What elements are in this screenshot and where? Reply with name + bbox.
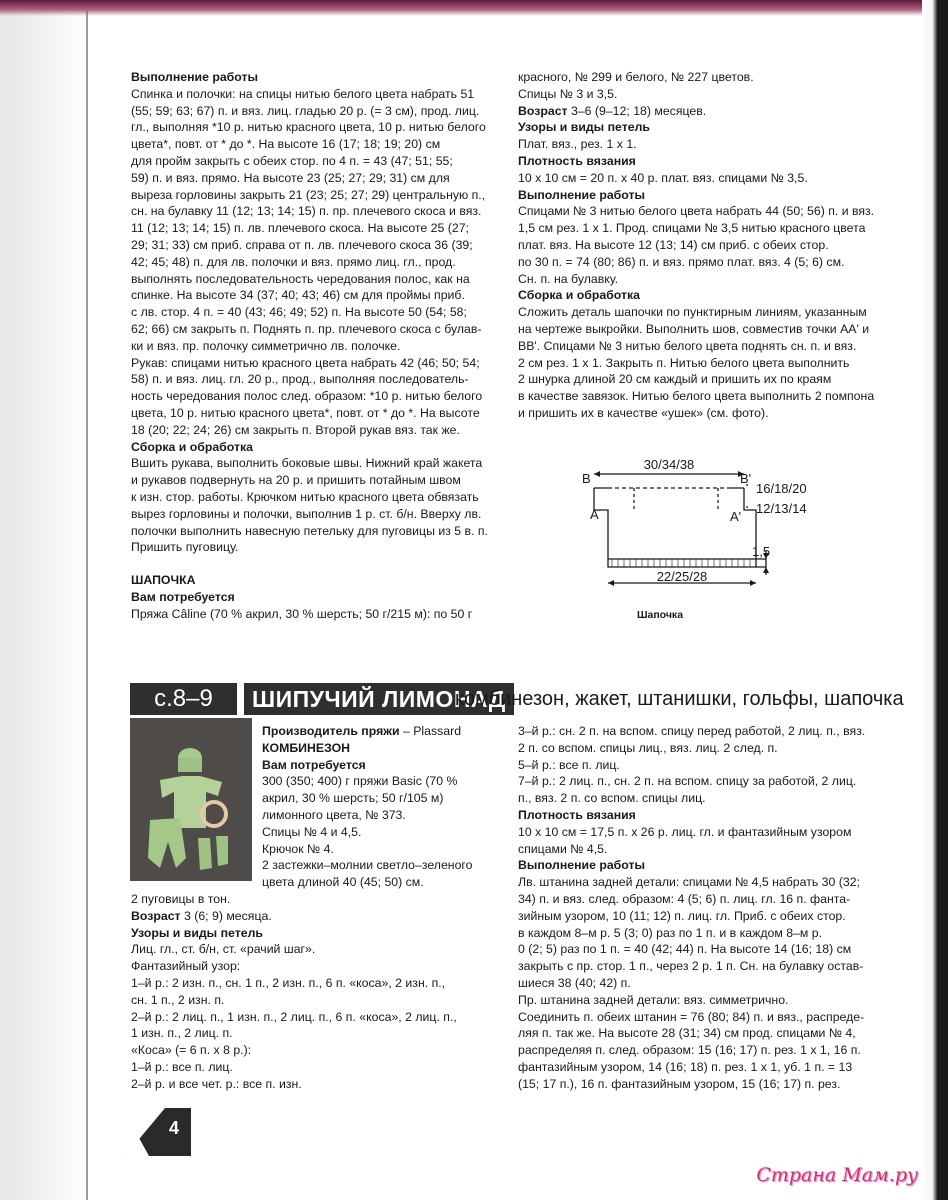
text-line: 7–й р.: 2 лиц. п., сн. 2 п. на вспом. спицу за работой, 2 лиц. <box>518 774 857 789</box>
maker-line <box>262 723 502 740</box>
text-line: 10 х 10 см = 17,5 п. х 26 р. лиц. гл. и фантазийным узором <box>518 824 852 839</box>
section-overall: КОМБИНЕЗОН <box>262 740 351 755</box>
text-line: для пройм закрыть с обеих стор. по 4 п. = 43 (47; 51; 55; <box>131 153 453 168</box>
right-ticks <box>746 485 748 507</box>
text-line: 2 шнурка длиной 20 см каждый и пришить их по краям <box>518 372 832 387</box>
text-line: 18 (20; 22; 24; 26) см закрыть п. Второй рукав вяз. так же. <box>131 422 460 437</box>
text-line: 62; 66) см закрыть п. Поднять п. пр. плечевого скоса с булав- <box>131 321 482 336</box>
scan-edge-right <box>922 0 948 1200</box>
text-line: Вшить рукава, выполнить боковые швы. Нижний край жакета <box>131 456 483 471</box>
article-title: ШИПУЧИЙ ЛИМОНАД <box>244 683 514 715</box>
text-line: ВВ'. Спицами № 3 нитью белого цвета поднять сн. п. и вяз. <box>518 338 857 353</box>
text-line: полочки выполнить навесную петельку для пуговицы из 5 в. п. <box>131 523 488 538</box>
density-overall-text <box>518 824 910 858</box>
text-line: закрыть с пр. стор. 1 п., через 2 р. 1 п. Сн. на булавку остав- <box>518 959 864 974</box>
text-line: Пряжа Câline (70 % акрил, 30 % шерсть; 50 г/215 м): по 50 г <box>131 606 473 621</box>
text-line: Рукав: спицами нитью красного цвета набрать 42 (46; 50; 54; <box>131 355 480 370</box>
top-right-column <box>518 69 908 422</box>
text-line: 5–й р.: все п. лиц. <box>518 757 620 772</box>
top-dim-label: 30/34/38 <box>643 457 695 472</box>
text-line: 2 см рез. 1 х 1. Закрыть п. Нитью белого цвета выполнить <box>518 355 850 370</box>
heading-density: Плотность вязания <box>518 153 636 168</box>
label-B: B <box>582 471 591 486</box>
heading-need-overall: Вам потребуется <box>262 757 366 772</box>
maker-value: – Plassard <box>399 724 462 738</box>
text-line: 1–й р.: все п. лиц. <box>131 1059 233 1074</box>
page-number-shape <box>125 1108 191 1156</box>
page-reference: с.8–9 <box>130 683 237 715</box>
site-watermark: Страна Мам.ру <box>756 1164 918 1186</box>
garment-photo-illustration <box>130 718 252 881</box>
text-line: Фантазийный узор: <box>131 959 241 974</box>
text-line: акрил, 30 % шерсть; 50 г/105 м) <box>262 791 444 806</box>
work-overall-text <box>518 874 910 1092</box>
text-line: в каждом 8–м р. 5 (3; 0) раз по 1 п. и в каждом 8–м р. <box>518 925 823 940</box>
label-B-prime: B' <box>740 471 752 486</box>
text-line: цвета длиной 40 (45; 50) см. <box>262 875 424 890</box>
patterns-overall-text <box>131 941 511 1092</box>
label-A: A <box>590 507 599 522</box>
text-line: Крючок № 4. <box>262 841 334 856</box>
heading-work-overall: Выполнение работы <box>518 858 646 873</box>
heading-patterns-overall: Узоры и виды петель <box>131 925 263 940</box>
maker-label: Производитель пряжи <box>262 724 400 738</box>
text-line: (55; 59; 63; 67) п. и вяз. лиц. гладью 20 р. (= 3 см), прод. лиц. <box>131 103 480 118</box>
text-line: 2–й р. и все чет. р.: все п. изн. <box>131 1076 302 1091</box>
text-line: 3–й р.: сн. 2 п. на вспом. спицу перед работой, 2 лиц. п., вяз. <box>518 724 866 738</box>
text-line: спинке. На высоте 34 (37; 40; 43; 46) см для проймы приб. <box>131 288 465 303</box>
text-line: 2 застежки–молнии светло–зеленого <box>262 858 473 873</box>
text-line: сн. на булавку 11 (12; 13; 14; 15) п. пр. плечевого скоса и вяз. <box>131 204 482 219</box>
heading-density-overall: Плотность вязания <box>518 807 636 822</box>
text-line: 58) п. и вяз. лиц. гл. 20 р., прод., выполняя последователь- <box>131 372 469 387</box>
hat-outline <box>594 488 756 567</box>
text-line: 300 (350; 400) г пряжи Basic (70 % <box>262 774 458 789</box>
text-line: спицами № 4,5. <box>518 841 608 856</box>
text-line: Сн. п. на булавку. <box>518 271 619 286</box>
heading-assembly: Сборка и обработка <box>131 439 253 454</box>
text-line: Соединить п. обеих штанин = 76 (80; 84) п. и вяз., распреде- <box>518 1009 865 1024</box>
assembly-text <box>131 455 501 556</box>
text-line: вырез горловины и полочки, выполнив 1 р. ст. б/н. Вверху лв. <box>131 506 482 521</box>
rib-hatch <box>612 559 750 567</box>
text-line: (15; 17 п.), 16 п. фантазийным узором, 15 (16; 17) п. рез. <box>518 1076 841 1091</box>
text-line: Лв. штанина задней детали: спицами № 4,5 набрать 30 (32; <box>518 875 860 890</box>
text-line: Спинка и полочки: на спицы нитью белого цвета набрать 51 <box>131 86 475 101</box>
text-line: цвета*, повт. от * до *. На высоте 16 (17; 18; 19; 20) см <box>131 137 441 152</box>
fold-lines <box>634 488 718 510</box>
scan-shadow-top <box>0 0 948 16</box>
garment-photo <box>130 718 252 881</box>
text-line: 1,5 см рез. 1 х 1. Прод. спицами № 3,5 нитью красного цвета <box>518 221 866 236</box>
diagram-caption: Шапочка <box>636 609 684 621</box>
materials-text <box>518 69 908 103</box>
text-line: ляя п. так же. На высоте 28 (31; 34) см прод. спицами № 4, <box>518 1026 856 1041</box>
patterns-text <box>518 136 908 153</box>
text-line: Спицы № 3 и 3,5. <box>518 86 618 101</box>
right-dim-1: 16/18/20 <box>756 481 807 496</box>
text-line: 2–й р.: 2 лиц. п., 1 изн. п., 2 лиц. п., 6 п. «коса», 2 лиц. п., <box>131 1009 457 1024</box>
text-line: Сложить деталь шапочки по пунктирным линиям, указанным <box>518 305 867 320</box>
age-line <box>518 103 908 120</box>
text-line: фантазийным узором, 14 (16; 18) п. рез. 1 х 1, уб. 1 п. = 13 <box>518 1059 853 1074</box>
heading-work-hat: Выполнение работы <box>518 187 646 202</box>
bottom-left-column <box>131 891 511 1093</box>
work-text <box>131 86 501 439</box>
text-line: Спицы № 4 и 4,5. <box>262 824 362 839</box>
hat-pattern-diagram <box>570 455 830 625</box>
density-text <box>518 170 908 187</box>
text-line: сн. 1 п., 2 изн. п. <box>131 992 225 1007</box>
bottom-dim-label: 22/25/28 <box>656 569 708 584</box>
article-subtitle: комбинезон, жакет, штанишки, гольфы, шапочка <box>455 688 904 710</box>
text-line: 0 (2; 5) раз по 1 п. = 40 (42; 44) п. На высоте 14 (16; 18) см <box>518 942 852 957</box>
text-line: гл., выполняя *10 р. нитью красного цвета, 10 р. нитью белого <box>131 120 486 135</box>
bottom-right-column <box>518 723 910 1093</box>
age-value: 3–6 (9–12; 18) месяцев. <box>567 103 707 118</box>
age-label-overall: Возраст <box>131 908 181 923</box>
article-banner <box>130 683 910 715</box>
text-line: 2 п. со вспом. спицы лиц., вяз. лиц. 2 след. п. <box>518 740 778 755</box>
scan-shadow-left <box>0 0 90 1200</box>
text-line: Плат. вяз., рез. 1 х 1. <box>518 137 637 152</box>
text-line: по 30 п. = 74 (80; 86) п. и вяз. прямо плат. вяз. 4 (5; 6) см. <box>518 254 845 269</box>
page-number-block <box>125 1108 191 1156</box>
heading-work: Выполнение работы <box>131 70 259 84</box>
label-A-prime: A' <box>730 509 742 524</box>
text-line: плат. вяз. На высоте 12 (13; 14) см приб. с обеих стор. <box>518 237 829 252</box>
bottom-left-column-inset <box>262 723 502 891</box>
text-line: 29; 31; 33) см приб. справа от п. лв. плечевого скоса 36 (39; <box>131 237 473 252</box>
heading-assembly-hat: Сборка и обработка <box>518 288 640 303</box>
text-line: лимонного цвета, № 373. <box>262 807 406 822</box>
assembly-hat-text <box>518 304 908 422</box>
text-line: Лиц. гл., ст. б/н, ст. «рачий шаг». <box>131 942 316 957</box>
text-line: 1–й р.: 2 изн. п., сн. 1 п., 2 изн. п., 6 п. «коса», 2 изн. п., <box>131 975 446 990</box>
work-hat-text <box>518 203 908 287</box>
text-line: и пришить их в качестве «ушек» (см. фото). <box>518 405 769 420</box>
heading-need: Вам потребуется <box>131 589 235 604</box>
text-line: шиеся 38 (40; 42) п. <box>518 975 631 990</box>
text-line: Спицами № 3 нитью белого цвета набрать 44 (50; 56) п. и вяз. <box>518 204 875 219</box>
text-line: 11 (12; 13; 14; 15) п. лв. плечевого скоса. На высоте 25 (27; <box>131 221 469 236</box>
text-line: цвета, 10 р. нитью красного цвета*, повт. от * до *. На высоте <box>131 405 480 420</box>
buttons-line: 2 пуговицы в тон. <box>131 892 231 906</box>
text-line: ки и вяз. пр. полочку симметрично лв. полочке. <box>131 338 401 353</box>
text-line: 10 х 10 см = 20 п. х 40 р. плат. вяз. спицами № 3,5. <box>518 170 808 185</box>
text-line: выреза горловины закрыть 21 (23; 25; 27; 29) центральную п., <box>131 187 486 202</box>
text-line: зийным узором, 10 (11; 12) п. лиц. гл. Приб. с обеих стор. <box>518 908 846 923</box>
need-overall-text <box>262 773 502 891</box>
text-line: Пришить пуговицу. <box>131 540 239 555</box>
text-line: с лв. стор. 4 п. = 40 (43; 46; 49; 52) п. На высоте 50 (54; 58; <box>131 305 467 320</box>
text-line: 59) п. и вяз. прямо. На высоте 23 (25; 27; 29; 31) см для <box>131 170 450 185</box>
rib-dim-label: 1,5 <box>752 544 771 559</box>
text-line: 42; 45; 48) п. для лв. полочки и вяз. прямо лиц. гл., прод. <box>131 254 456 269</box>
text-line: 34) п. и вяз. след. образом: 4 (5; 6) п. лиц. гл. 16 п. фанта- <box>518 891 851 906</box>
pattern-rows-text <box>518 723 910 807</box>
text-line: Пр. штанина задней детали: вяз. симметрично. <box>518 992 789 1007</box>
text-line: и рукавов подвернуть на 20 р. и пришить потайным швом <box>131 473 461 488</box>
text-line: «Коса» (= 6 п. х 8 р.): <box>131 1043 252 1058</box>
age-value-overall: 3 (6; 9) месяца. <box>180 908 272 923</box>
right-dim-2: 12/13/14 <box>756 501 807 516</box>
need-text <box>131 606 501 623</box>
text-line: выполнять последовательность чередования полос, как на <box>131 271 470 286</box>
text-line: к изн. стор. работы. Крючком нитью красного цвета обвязать <box>131 489 479 504</box>
section-hat: ШАПОЧКА <box>131 573 196 588</box>
text-line: 1 изн. п., 2 лиц. п. <box>131 1026 233 1041</box>
text-line: п., вяз. 2 п. со вспом. спицы лиц. <box>518 791 706 806</box>
text-line: распределяя п. след. образом: 15 (16; 17) п. рез. 1 х 1, 16 п. <box>518 1043 861 1058</box>
top-left-column <box>131 69 501 623</box>
heading-patterns: Узоры и виды петель <box>518 120 650 135</box>
text-line: на чертеже выкройки. Выполнить шов, совместив точки АА' и <box>518 321 870 336</box>
age-label: Возраст <box>518 103 568 118</box>
text-line: ность чередования полос след. образом: *10 р. нитью белого <box>131 389 483 404</box>
text-line: красного, № 299 и белого, № 227 цветов. <box>518 70 754 84</box>
age-line-overall <box>131 908 511 925</box>
text-line: в качестве завязок. Нитью белого цвета выполнить 2 помпона <box>518 389 875 404</box>
page-number: 4 <box>169 1118 180 1138</box>
